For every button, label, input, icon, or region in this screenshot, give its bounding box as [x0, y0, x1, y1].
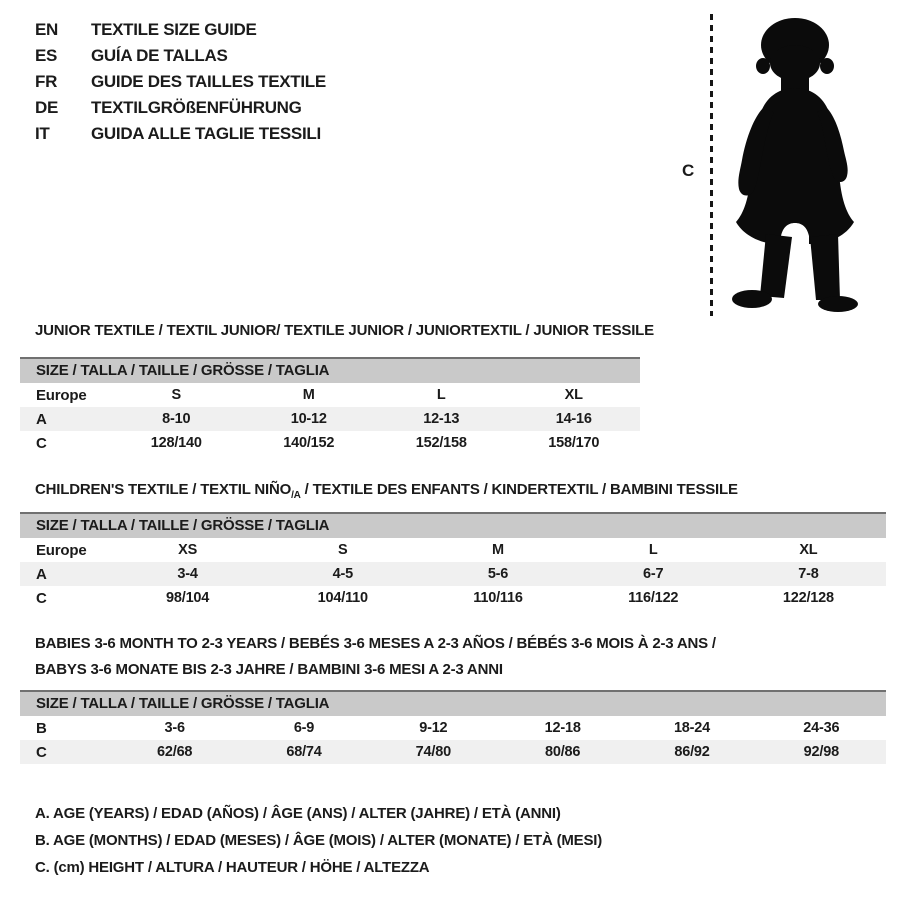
row-label: C — [36, 434, 47, 452]
language-code: IT — [35, 124, 50, 143]
children-title-suffix: / TEXTILE DES ENFANTS / KINDERTEXTIL / BAMBINI TESSILE — [300, 481, 738, 498]
children-title-prefix: CHILDREN'S TEXTILE / TEXTIL NIÑO — [35, 481, 292, 498]
cell: S — [171, 387, 181, 403]
row-label: A — [36, 565, 47, 583]
size-table-header: SIZE / TALLA / TAILLE / GRÖSSE / TAGLIA — [20, 357, 640, 383]
children-size-table — [20, 512, 886, 610]
cell: 98/104 — [166, 590, 210, 606]
table-row — [20, 716, 886, 740]
cell: 128/140 — [150, 435, 202, 451]
table-row — [20, 383, 640, 407]
language-code: ES — [35, 46, 58, 65]
cell: L — [436, 387, 446, 403]
language-code: EN — [35, 20, 59, 39]
children-title-subscript: /A — [291, 490, 301, 501]
cell: 116/122 — [628, 590, 679, 606]
language-title: GUÍA DE TALLAS — [91, 46, 228, 65]
table-row — [20, 740, 886, 764]
babies-size-table — [20, 690, 886, 764]
cell: 74/80 — [415, 744, 451, 760]
note-c: C. (cm) HEIGHT / ALTURA / HAUTEUR / HÖHE / ALTEZZA — [35, 859, 430, 876]
size-table-header: SIZE / TALLA / TAILLE / GRÖSSE / TAGLIA — [20, 512, 886, 538]
language-title: GUIDA ALLE TAGLIE TESSILI — [91, 124, 321, 143]
row-label: C — [36, 743, 47, 761]
size-table-header: SIZE / TALLA / TAILLE / GRÖSSE / TAGLIA — [20, 690, 886, 716]
cell: XL — [564, 387, 583, 403]
babies-section-title — [35, 631, 735, 683]
cell: 6-9 — [293, 720, 315, 736]
language-row-en — [35, 17, 326, 43]
cell: 86/92 — [674, 744, 710, 760]
cell: 14-16 — [555, 411, 592, 427]
baby-silhouette-icon — [714, 8, 874, 313]
table-row — [20, 538, 886, 562]
cell: 7-8 — [798, 566, 819, 582]
cell: 9-12 — [419, 720, 448, 736]
babies-title-line1: BABIES 3-6 MONTH TO 2-3 YEARS / BEBÉS 3-6 MESES A 2-3 AÑOS / BÉBÉS 3-6 MOIS À 2-3 ANS / — [35, 635, 716, 652]
cell: S — [338, 542, 348, 558]
children-section-title — [35, 481, 738, 501]
row-label: A — [36, 410, 47, 428]
language-row-fr — [35, 69, 326, 95]
cell: 152/158 — [415, 435, 467, 451]
babies-title-line2: BABYS 3-6 MONATE BIS 2-3 JAHRE / BAMBINI 3-6 MESI A 2-3 ANNI — [35, 661, 503, 678]
language-title: TEXTILGRÖßENFÜHRUNG — [91, 98, 302, 117]
language-code: FR — [35, 72, 58, 91]
cell: 10-12 — [290, 411, 327, 427]
language-row-es — [35, 43, 326, 69]
language-code: DE — [35, 98, 59, 117]
cell: 68/74 — [286, 744, 322, 760]
table-row — [20, 431, 640, 455]
cell: 92/98 — [803, 744, 839, 760]
cell: M — [302, 387, 315, 403]
cell: 104/110 — [317, 590, 368, 606]
language-title: GUIDE DES TAILLES TEXTILE — [91, 72, 326, 91]
cell: 158/170 — [548, 435, 600, 451]
cell: 3-4 — [177, 566, 198, 582]
cell: 4-5 — [332, 566, 353, 582]
cell: 122/128 — [782, 590, 834, 606]
row-label: Europe — [36, 541, 87, 559]
cell: 80/86 — [545, 744, 581, 760]
cell: XL — [799, 542, 818, 558]
row-label: Europe — [36, 386, 87, 404]
legend-notes — [35, 800, 602, 881]
table-row — [20, 562, 886, 586]
language-row-it — [35, 121, 326, 147]
table-row — [20, 586, 886, 610]
cell: 3-6 — [164, 720, 185, 736]
cell: 18-24 — [673, 720, 711, 736]
cell: 8-10 — [162, 411, 191, 427]
note-b: B. AGE (MONTHS) / EDAD (MESES) / ÂGE (MOIS) / ALTER (MONATE) / ETÀ (MESI) — [35, 832, 603, 849]
junior-section-title: JUNIOR TEXTILE / TEXTIL JUNIOR/ TEXTILE JUNIOR / JUNIORTEXTIL / JUNIOR TESSILE — [35, 322, 654, 339]
cell: L — [648, 542, 658, 558]
cell: 12-18 — [544, 720, 581, 736]
cell: 140/152 — [283, 435, 335, 451]
language-row-de — [35, 95, 326, 121]
note-a: A. AGE (YEARS) / EDAD (AÑOS) / ÂGE (ANS) / ALTER (JAHRE) / ETÀ (ANNI) — [35, 805, 561, 822]
height-measure-line — [710, 14, 713, 316]
cell: 12-13 — [423, 411, 460, 427]
table-row — [20, 407, 640, 431]
cell: 24-36 — [803, 720, 840, 736]
junior-size-table — [20, 357, 640, 455]
cell: 5-6 — [487, 566, 509, 582]
cell: XS — [178, 542, 198, 558]
height-measure-label: C — [682, 161, 695, 180]
cell: M — [492, 542, 504, 558]
cell: 110/116 — [473, 590, 523, 606]
cell: 62/68 — [157, 744, 193, 760]
language-title: TEXTILE SIZE GUIDE — [91, 20, 257, 39]
row-label: B — [36, 719, 47, 737]
language-list — [35, 17, 326, 147]
row-label: C — [36, 589, 47, 607]
cell: 6-7 — [643, 566, 664, 582]
